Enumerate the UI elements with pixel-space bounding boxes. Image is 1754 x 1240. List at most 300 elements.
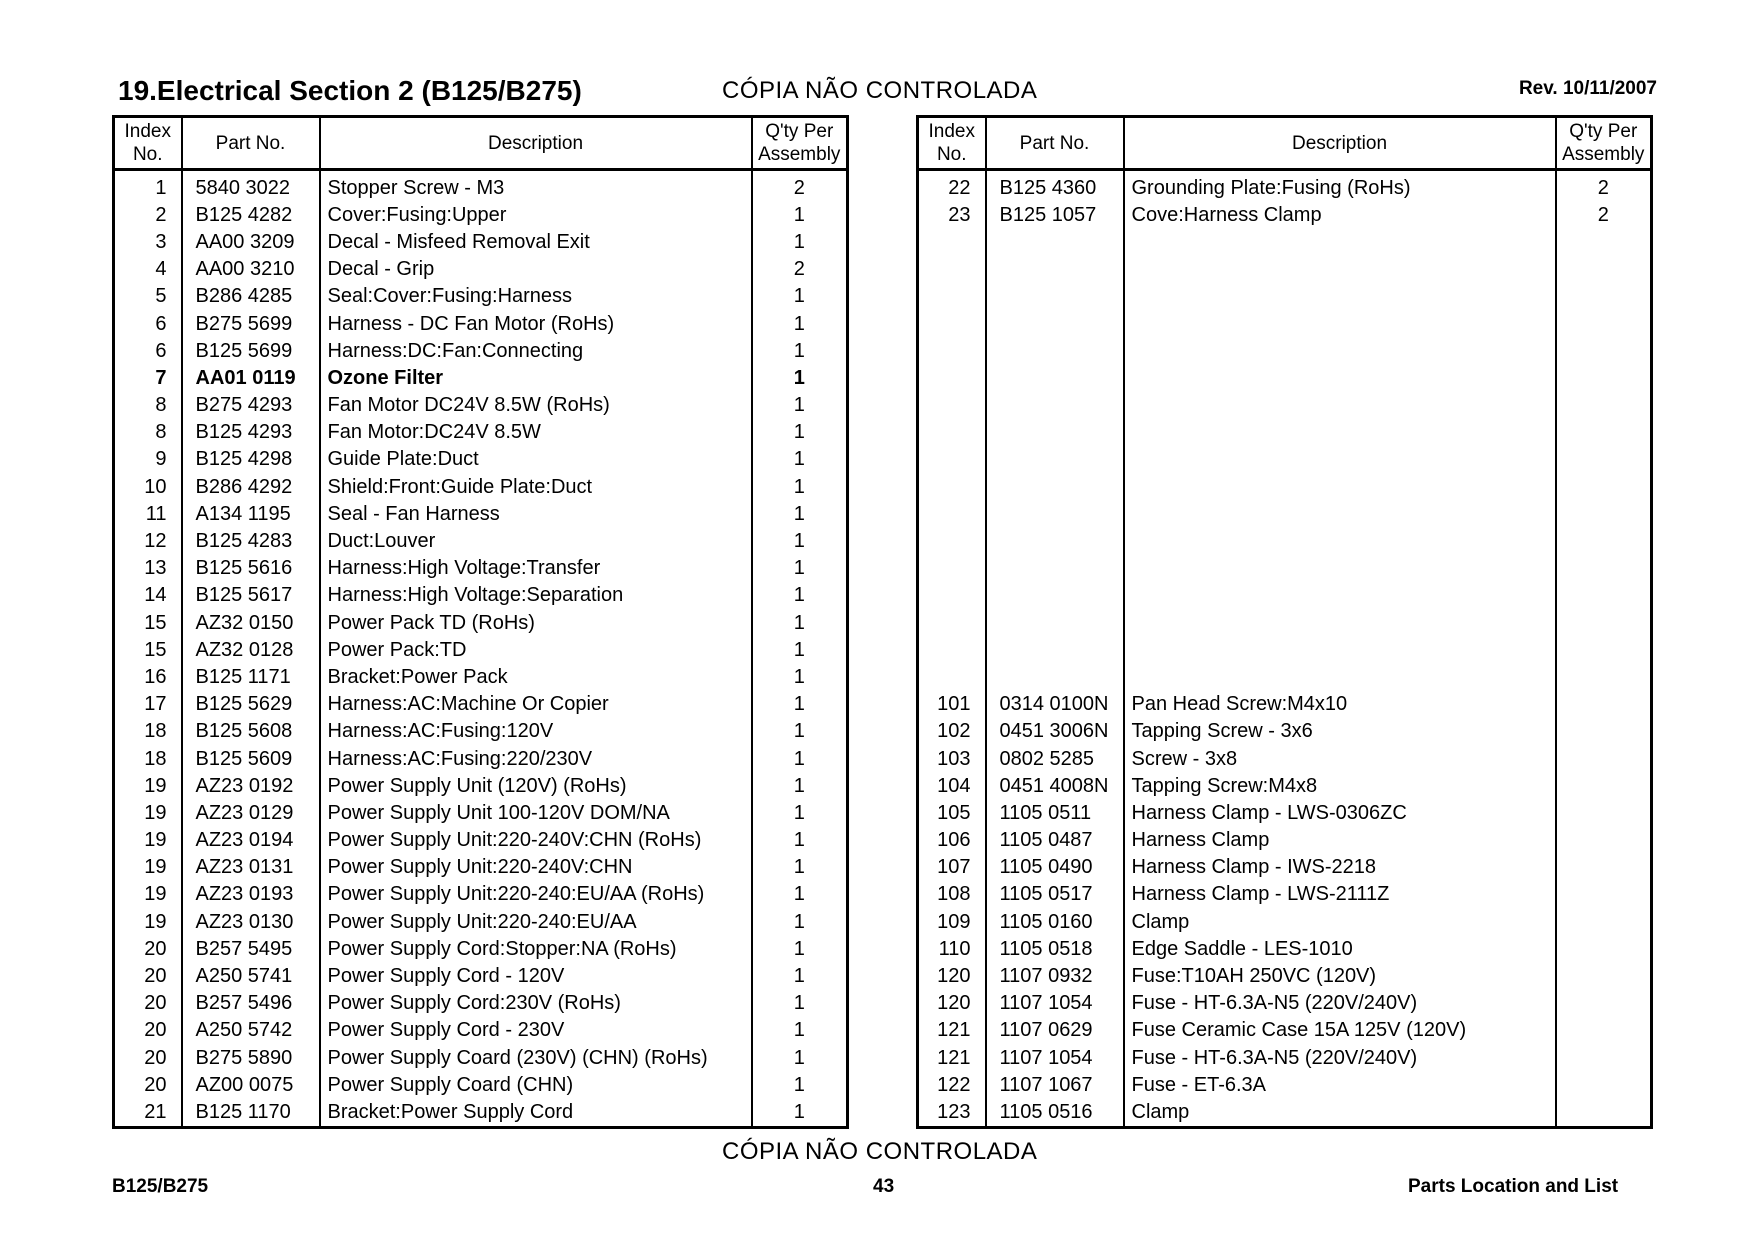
table-row (918, 827, 1652, 854)
quantity-cell (1556, 827, 1652, 854)
quantity-cell: 2 (752, 256, 848, 283)
index-cell: 101 (937, 693, 971, 716)
description-cell: Bracket:Power Pack (320, 663, 752, 690)
part-number-cell (986, 473, 1124, 500)
description-cell: Harness Clamp - LWS-2111Z (1124, 881, 1556, 908)
quantity-cell (1556, 691, 1652, 718)
description-cell (1124, 609, 1556, 636)
part-number-cell: 1107 1067 (986, 1071, 1124, 1098)
table-row (114, 1098, 848, 1127)
quantity-cell: 1 (752, 364, 848, 391)
table-row (918, 962, 1652, 989)
qty-column-header: Q'ty Per Assembly (752, 117, 848, 170)
description-cell: Harness Clamp (1124, 827, 1556, 854)
uncontrolled-copy-stamp-top: CÓPIA NÃO CONTROLADA (722, 77, 1038, 104)
table-row (918, 473, 1652, 500)
part-number-cell: B125 5629 (182, 691, 320, 718)
index-cell: 8 (155, 394, 167, 417)
table-row (918, 283, 1652, 310)
part-number-cell: B125 1057 (986, 201, 1124, 228)
description-cell (1124, 364, 1556, 391)
part-number-cell: B286 4285 (182, 283, 320, 310)
description-cell: Power Pack TD (RoHs) (320, 609, 752, 636)
index-cell: 120 (937, 992, 971, 1015)
index-cell: 6 (155, 312, 167, 335)
index-cell: 23 (948, 203, 971, 226)
table-row (918, 170, 1652, 202)
quantity-cell: 1 (752, 228, 848, 255)
quantity-cell (1556, 1071, 1652, 1098)
table-row (918, 1098, 1652, 1127)
part-number-cell (986, 256, 1124, 283)
part-number-cell: B125 5616 (182, 555, 320, 582)
quantity-cell (1556, 718, 1652, 745)
part-number-cell (986, 527, 1124, 554)
index-cell: 110 (938, 937, 971, 960)
index-cell: 16 (144, 665, 167, 688)
index-cell: 17 (144, 693, 167, 716)
index-cell: 106 (937, 829, 971, 852)
part-number-cell: 1107 0629 (986, 1017, 1124, 1044)
quantity-cell (1556, 337, 1652, 364)
index-cell: 5 (155, 285, 167, 308)
index-cell: 20 (144, 965, 167, 988)
revision-date: Rev. 10/11/2007 (1518, 78, 1657, 99)
index-cell: 19 (144, 829, 167, 852)
quantity-cell: 1 (752, 1098, 848, 1127)
quantity-cell: 1 (752, 473, 848, 500)
quantity-cell: 1 (752, 1071, 848, 1098)
part-number-cell: 1105 0518 (986, 935, 1124, 962)
quantity-cell (1556, 663, 1652, 690)
description-cell: Fuse - HT-6.3A-N5 (220V/240V) (1124, 1044, 1556, 1071)
quantity-cell (1556, 555, 1652, 582)
description-cell: Power Supply Unit:220-240:EU/AA (320, 908, 752, 935)
description-cell: Power Pack:TD (320, 636, 752, 663)
index-cell (918, 283, 986, 310)
table-row (114, 1017, 848, 1044)
quantity-cell (1556, 990, 1652, 1017)
table-row (114, 201, 848, 228)
description-cell: Power Supply Coard (230V) (CHN) (RoHs) (320, 1044, 752, 1071)
description-cell: Fuse:T10AH 250VC (120V) (1124, 962, 1556, 989)
index-cell: 19 (144, 856, 167, 879)
quantity-cell (1556, 609, 1652, 636)
parts-table-right (916, 115, 1653, 1129)
part-number-cell: 1105 0517 (986, 881, 1124, 908)
description-cell: Harness:AC:Machine Or Copier (320, 691, 752, 718)
description-cell (1124, 310, 1556, 337)
footer-section-title: Parts Location and List (1408, 1176, 1619, 1197)
quantity-cell (1556, 446, 1652, 473)
part-number-cell: AZ23 0193 (182, 881, 320, 908)
quantity-cell (1556, 636, 1652, 663)
table-row (114, 799, 848, 826)
table-row (114, 854, 848, 881)
index-cell: 22 (948, 176, 971, 199)
quantity-cell: 1 (752, 962, 848, 989)
part-number-cell: AZ32 0150 (182, 609, 320, 636)
table-row (114, 962, 848, 989)
index-cell: 105 (937, 801, 971, 824)
table-row (918, 201, 1652, 228)
index-cell: 8 (155, 421, 167, 444)
quantity-cell (1556, 908, 1652, 935)
table-row (918, 1071, 1652, 1098)
table-row (918, 500, 1652, 527)
description-cell: Fan Motor DC24V 8.5W (RoHs) (320, 392, 752, 419)
description-cell (1124, 283, 1556, 310)
index-cell: 20 (144, 1019, 167, 1042)
table-row (114, 881, 848, 908)
index-column-header: Index No. (918, 117, 986, 170)
index-cell (918, 500, 986, 527)
index-cell: 19 (144, 801, 167, 824)
part-number-cell: AA00 3210 (182, 256, 320, 283)
part-number-cell: B275 5890 (182, 1044, 320, 1071)
part-number-cell: B125 1171 (182, 663, 320, 690)
part-number-cell: 0451 4008N (986, 772, 1124, 799)
part-number-cell: B125 4298 (182, 446, 320, 473)
index-cell: 21 (144, 1100, 167, 1123)
index-cell (918, 392, 986, 419)
part-number-cell (986, 392, 1124, 419)
table-row (114, 691, 848, 718)
quantity-cell (1556, 364, 1652, 391)
parts-table-left-body (114, 170, 848, 1128)
index-cell: 11 (145, 502, 167, 525)
index-cell: 122 (937, 1073, 971, 1096)
description-cell: Power Supply Cord:Stopper:NA (RoHs) (320, 935, 752, 962)
part-number-cell: AZ23 0129 (182, 799, 320, 826)
part-number-cell: 0802 5285 (986, 745, 1124, 772)
part-number-cell: AA01 0119 (182, 364, 320, 391)
description-cell: Pan Head Screw:M4x10 (1124, 691, 1556, 718)
part-number-cell (986, 419, 1124, 446)
part-number-cell: A250 5741 (182, 962, 320, 989)
table-row (918, 446, 1652, 473)
quantity-cell (1556, 1017, 1652, 1044)
index-cell: 3 (155, 230, 167, 253)
table-row (918, 256, 1652, 283)
description-cell: Power Supply Unit:220-240V:CHN (320, 854, 752, 881)
description-cell: Duct:Louver (320, 527, 752, 554)
quantity-cell (1556, 582, 1652, 609)
description-cell: Power Supply Unit (120V) (RoHs) (320, 772, 752, 799)
page-number: 43 (873, 1176, 895, 1197)
description-cell: Power Supply Unit:220-240:EU/AA (RoHs) (320, 881, 752, 908)
part-number-cell: AA00 3209 (182, 228, 320, 255)
description-cell (1124, 555, 1556, 582)
part-number-cell: 0451 3006N (986, 718, 1124, 745)
table-row (918, 527, 1652, 554)
description-cell: Fuse - ET-6.3A (1124, 1071, 1556, 1098)
index-cell (918, 582, 986, 609)
table-row (114, 392, 848, 419)
part-number-cell: B275 4293 (182, 392, 320, 419)
part-no-column-header: Part No. (986, 117, 1124, 170)
part-number-cell: A134 1195 (182, 500, 320, 527)
index-cell: 18 (144, 720, 167, 743)
description-cell: Harness - DC Fan Motor (RoHs) (320, 310, 752, 337)
footer-model: B125/B275 (112, 1176, 209, 1197)
table-row (114, 1071, 848, 1098)
description-column-header: Description (320, 117, 752, 170)
quantity-cell: 1 (752, 527, 848, 554)
table-row (918, 935, 1652, 962)
qty-column-header: Q'ty Per Assembly (1556, 117, 1652, 170)
table-row (918, 364, 1652, 391)
part-number-cell (986, 446, 1124, 473)
part-number-cell: AZ23 0194 (182, 827, 320, 854)
table-row (114, 256, 848, 283)
table-row (918, 419, 1652, 446)
index-cell (918, 609, 986, 636)
part-number-cell: B257 5496 (182, 990, 320, 1017)
part-no-column-header: Part No. (182, 117, 320, 170)
quantity-cell: 1 (752, 663, 848, 690)
quantity-cell (1556, 881, 1652, 908)
part-number-cell (986, 500, 1124, 527)
description-cell: Cove:Harness Clamp (1124, 201, 1556, 228)
index-cell: 19 (144, 774, 167, 797)
part-number-cell (986, 663, 1124, 690)
table-row (114, 473, 848, 500)
description-cell: Seal:Cover:Fusing:Harness (320, 283, 752, 310)
quantity-cell: 1 (752, 990, 848, 1017)
index-cell: 10 (144, 475, 167, 498)
quantity-cell (1556, 310, 1652, 337)
quantity-cell: 1 (752, 935, 848, 962)
quantity-cell (1556, 419, 1652, 446)
index-cell: 7 (155, 366, 167, 389)
table-row (918, 636, 1652, 663)
table-row (114, 527, 848, 554)
index-cell: 103 (937, 747, 971, 770)
description-cell: Tapping Screw:M4x8 (1124, 772, 1556, 799)
index-cell: 15 (144, 638, 167, 661)
part-number-cell: AZ00 0075 (182, 1071, 320, 1098)
description-cell: Ozone Filter (320, 364, 752, 391)
description-cell (1124, 337, 1556, 364)
quantity-cell (1556, 854, 1652, 881)
quantity-cell: 1 (752, 283, 848, 310)
quantity-cell: 1 (752, 310, 848, 337)
description-cell: Clamp (1124, 1098, 1556, 1127)
quantity-cell: 1 (752, 609, 848, 636)
description-cell: Cover:Fusing:Upper (320, 201, 752, 228)
description-cell: Power Supply Cord:230V (RoHs) (320, 990, 752, 1017)
table-row (918, 392, 1652, 419)
part-number-cell (986, 364, 1124, 391)
quantity-cell: 1 (752, 772, 848, 799)
table-row (114, 827, 848, 854)
index-cell: 123 (937, 1100, 971, 1123)
part-number-cell (986, 555, 1124, 582)
description-cell: Clamp (1124, 908, 1556, 935)
quantity-cell: 1 (752, 446, 848, 473)
table-row (114, 636, 848, 663)
description-cell: Harness:High Voltage:Separation (320, 582, 752, 609)
description-cell: Stopper Screw - M3 (320, 170, 752, 202)
index-cell (918, 337, 986, 364)
description-cell (1124, 392, 1556, 419)
table-row (114, 364, 848, 391)
index-cell (918, 446, 986, 473)
quantity-cell (1556, 962, 1652, 989)
quantity-cell: 1 (752, 500, 848, 527)
part-number-cell: 1105 0160 (986, 908, 1124, 935)
table-row (918, 772, 1652, 799)
part-number-cell: B125 5609 (182, 745, 320, 772)
index-cell (918, 636, 986, 663)
description-cell: Power Supply Coard (CHN) (320, 1071, 752, 1098)
table-row (918, 881, 1652, 908)
quantity-cell: 1 (752, 691, 848, 718)
index-cell: 19 (144, 883, 167, 906)
index-cell: 19 (144, 910, 167, 933)
quantity-cell (1556, 1098, 1652, 1127)
index-cell: 15 (144, 611, 167, 634)
part-number-cell (986, 609, 1124, 636)
index-cell: 20 (144, 1046, 167, 1069)
part-number-cell: AZ32 0128 (182, 636, 320, 663)
table-row (114, 990, 848, 1017)
description-cell (1124, 446, 1556, 473)
table-row (114, 337, 848, 364)
description-cell: Fuse - HT-6.3A-N5 (220V/240V) (1124, 990, 1556, 1017)
index-cell (918, 256, 986, 283)
table-row (918, 908, 1652, 935)
table-row (114, 908, 848, 935)
part-number-cell: 0314 0100N (986, 691, 1124, 718)
description-cell (1124, 228, 1556, 255)
part-number-cell: B125 5699 (182, 337, 320, 364)
table-row (918, 555, 1652, 582)
table-row (114, 170, 848, 202)
description-cell (1124, 663, 1556, 690)
part-number-cell: 1107 1054 (986, 990, 1124, 1017)
index-column-header: Index No. (114, 117, 182, 170)
description-cell: Harness:AC:Fusing:220/230V (320, 745, 752, 772)
description-cell (1124, 582, 1556, 609)
table-row (918, 691, 1652, 718)
description-cell: Edge Saddle - LES-1010 (1124, 935, 1556, 962)
table-row (918, 663, 1652, 690)
quantity-cell: 1 (752, 881, 848, 908)
index-cell: 18 (144, 747, 167, 770)
quantity-cell (1556, 799, 1652, 826)
table-row (918, 745, 1652, 772)
table-row (114, 500, 848, 527)
description-cell: Fuse Ceramic Case 15A 125V (120V) (1124, 1017, 1556, 1044)
description-cell: Power Supply Cord - 230V (320, 1017, 752, 1044)
part-number-cell: B125 4293 (182, 419, 320, 446)
index-cell: 121 (937, 1019, 971, 1042)
description-cell: Power Supply Cord - 120V (320, 962, 752, 989)
parts-table-left (112, 115, 849, 1129)
quantity-cell: 1 (752, 337, 848, 364)
part-number-cell: AZ23 0192 (182, 772, 320, 799)
quantity-cell: 1 (752, 908, 848, 935)
index-cell: 104 (937, 774, 971, 797)
table-header-row (114, 117, 848, 170)
table-row (114, 745, 848, 772)
quantity-cell: 1 (752, 745, 848, 772)
index-cell: 20 (144, 992, 167, 1015)
quantity-cell: 2 (1556, 201, 1652, 228)
description-cell (1124, 419, 1556, 446)
description-cell: Screw - 3x8 (1124, 745, 1556, 772)
part-number-cell: 1107 1054 (986, 1044, 1124, 1071)
part-number-cell: B125 4282 (182, 201, 320, 228)
quantity-cell (1556, 745, 1652, 772)
description-cell: Guide Plate:Duct (320, 446, 752, 473)
description-cell: Grounding Plate:Fusing (RoHs) (1124, 170, 1556, 202)
index-cell: 13 (144, 557, 167, 580)
part-number-cell (986, 310, 1124, 337)
table-row (114, 718, 848, 745)
quantity-cell (1556, 283, 1652, 310)
part-number-cell: B275 5699 (182, 310, 320, 337)
quantity-cell (1556, 256, 1652, 283)
part-number-cell: 1105 0511 (986, 799, 1124, 826)
description-cell: Seal - Fan Harness (320, 500, 752, 527)
index-cell (918, 228, 986, 255)
quantity-cell (1556, 473, 1652, 500)
part-number-cell (986, 582, 1124, 609)
quantity-cell: 2 (1556, 170, 1652, 202)
quantity-cell: 1 (752, 1044, 848, 1071)
table-row (114, 772, 848, 799)
quantity-cell: 1 (752, 555, 848, 582)
table-row (114, 582, 848, 609)
table-row (918, 854, 1652, 881)
page-title: 19.Electrical Section 2 (B125/B275) (118, 75, 582, 106)
quantity-cell: 1 (752, 636, 848, 663)
table-row (918, 310, 1652, 337)
description-cell (1124, 527, 1556, 554)
quantity-cell (1556, 527, 1652, 554)
table-row (114, 1044, 848, 1071)
parts-table-right-body (918, 170, 1652, 1128)
quantity-cell: 1 (752, 419, 848, 446)
table-row (918, 1044, 1652, 1071)
description-cell: Decal - Grip (320, 256, 752, 283)
description-cell (1124, 256, 1556, 283)
index-cell (918, 473, 986, 500)
table-row (918, 1017, 1652, 1044)
description-cell: Harness:AC:Fusing:120V (320, 718, 752, 745)
description-cell: Harness Clamp - LWS-0306ZC (1124, 799, 1556, 826)
table-row (918, 799, 1652, 826)
part-number-cell: 1105 0487 (986, 827, 1124, 854)
table-row (918, 228, 1652, 255)
table-row (918, 582, 1652, 609)
index-cell: 121 (937, 1046, 971, 1069)
table-row (114, 228, 848, 255)
quantity-cell: 2 (752, 170, 848, 202)
description-cell: Harness Clamp - IWS-2218 (1124, 854, 1556, 881)
index-cell: 14 (144, 584, 167, 607)
quantity-cell: 1 (752, 718, 848, 745)
part-number-cell: 1105 0516 (986, 1098, 1124, 1127)
part-number-cell (986, 636, 1124, 663)
description-cell (1124, 500, 1556, 527)
part-number-cell: 1107 0932 (986, 962, 1124, 989)
index-cell: 1 (155, 176, 167, 199)
index-cell (918, 527, 986, 554)
